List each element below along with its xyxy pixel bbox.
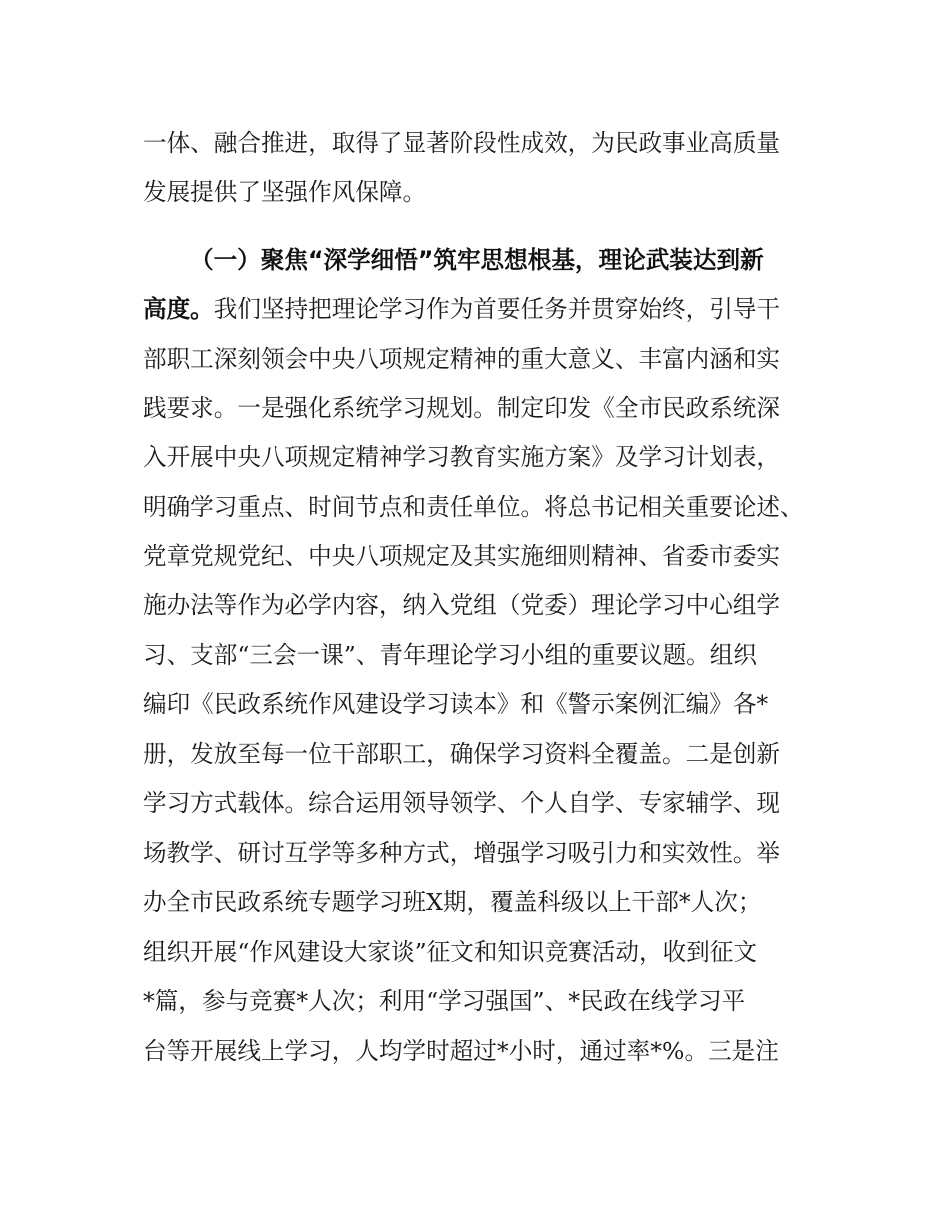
body-text-line: 册，发放至每一位干部职工，确保学习资料全覆盖。二是创新 (143, 740, 781, 768)
body-text-line: 编印《民政系统作风建设学习读本》和《警示案例汇编》各* (143, 690, 769, 718)
body-text-line: 发展提供了坚强作风保障。 (143, 178, 427, 206)
section-heading: （一）聚焦“深学细悟”筑牢思想根基，理论武装达到新 (190, 246, 764, 274)
section-heading-continuation: 高度。 (143, 295, 214, 323)
body-text-line: *篇，参与竞赛*人次；利用“学习强国”、*民政在线学习平 (143, 987, 746, 1015)
body-text-line: 台等开展线上学习，人均学时超过*小时，通过率*%。三是注 (143, 1037, 779, 1065)
body-text-line (143, 292, 780, 326)
body-text-line: 习、支部“三会一课”、青年理论学习小组的重要议题。组织 (143, 641, 757, 669)
body-text-line: 施办法等作为必学内容，纳入党组（党委）理论学习中心组学 (143, 591, 781, 619)
body-text-line: 一体、融合推进，取得了显著阶段性成效，为民政事业高质量 (143, 129, 781, 157)
body-text-line: 党章党规党纪、中央八项规定及其实施细则精神、省委市委实 (143, 542, 781, 570)
body-text-line: 学习方式载体。综合运用领导领学、个人自学、专家辅学、现 (143, 789, 781, 817)
body-text-line: 办全市民政系统专题学习班X期，覆盖科级以上干部*人次； (143, 888, 762, 916)
body-text-line: 明确学习重点、时间节点和责任单位。将总书记相关重要论述、 (143, 493, 804, 521)
body-text-line: 组织开展“作风建设大家谈”征文和知识竞赛活动，收到征文 (143, 938, 757, 966)
body-text-line: 场教学、研讨互学等多种方式，增强学习吸引力和实效性。举 (143, 839, 781, 867)
body-text-line: 部职工深刻领会中央八项规定精神的重大意义、丰富内涵和实 (143, 345, 781, 373)
body-text-line: 入开展中央八项规定精神学习教育实施方案》及学习计划表， (143, 443, 781, 471)
body-text-fragment: 我们坚持把理论学习作为首要任务并贯穿始终，引导干 (213, 295, 781, 323)
body-text-line: 践要求。一是强化系统学习规划。制定印发《全市民政系统深 (143, 394, 781, 422)
